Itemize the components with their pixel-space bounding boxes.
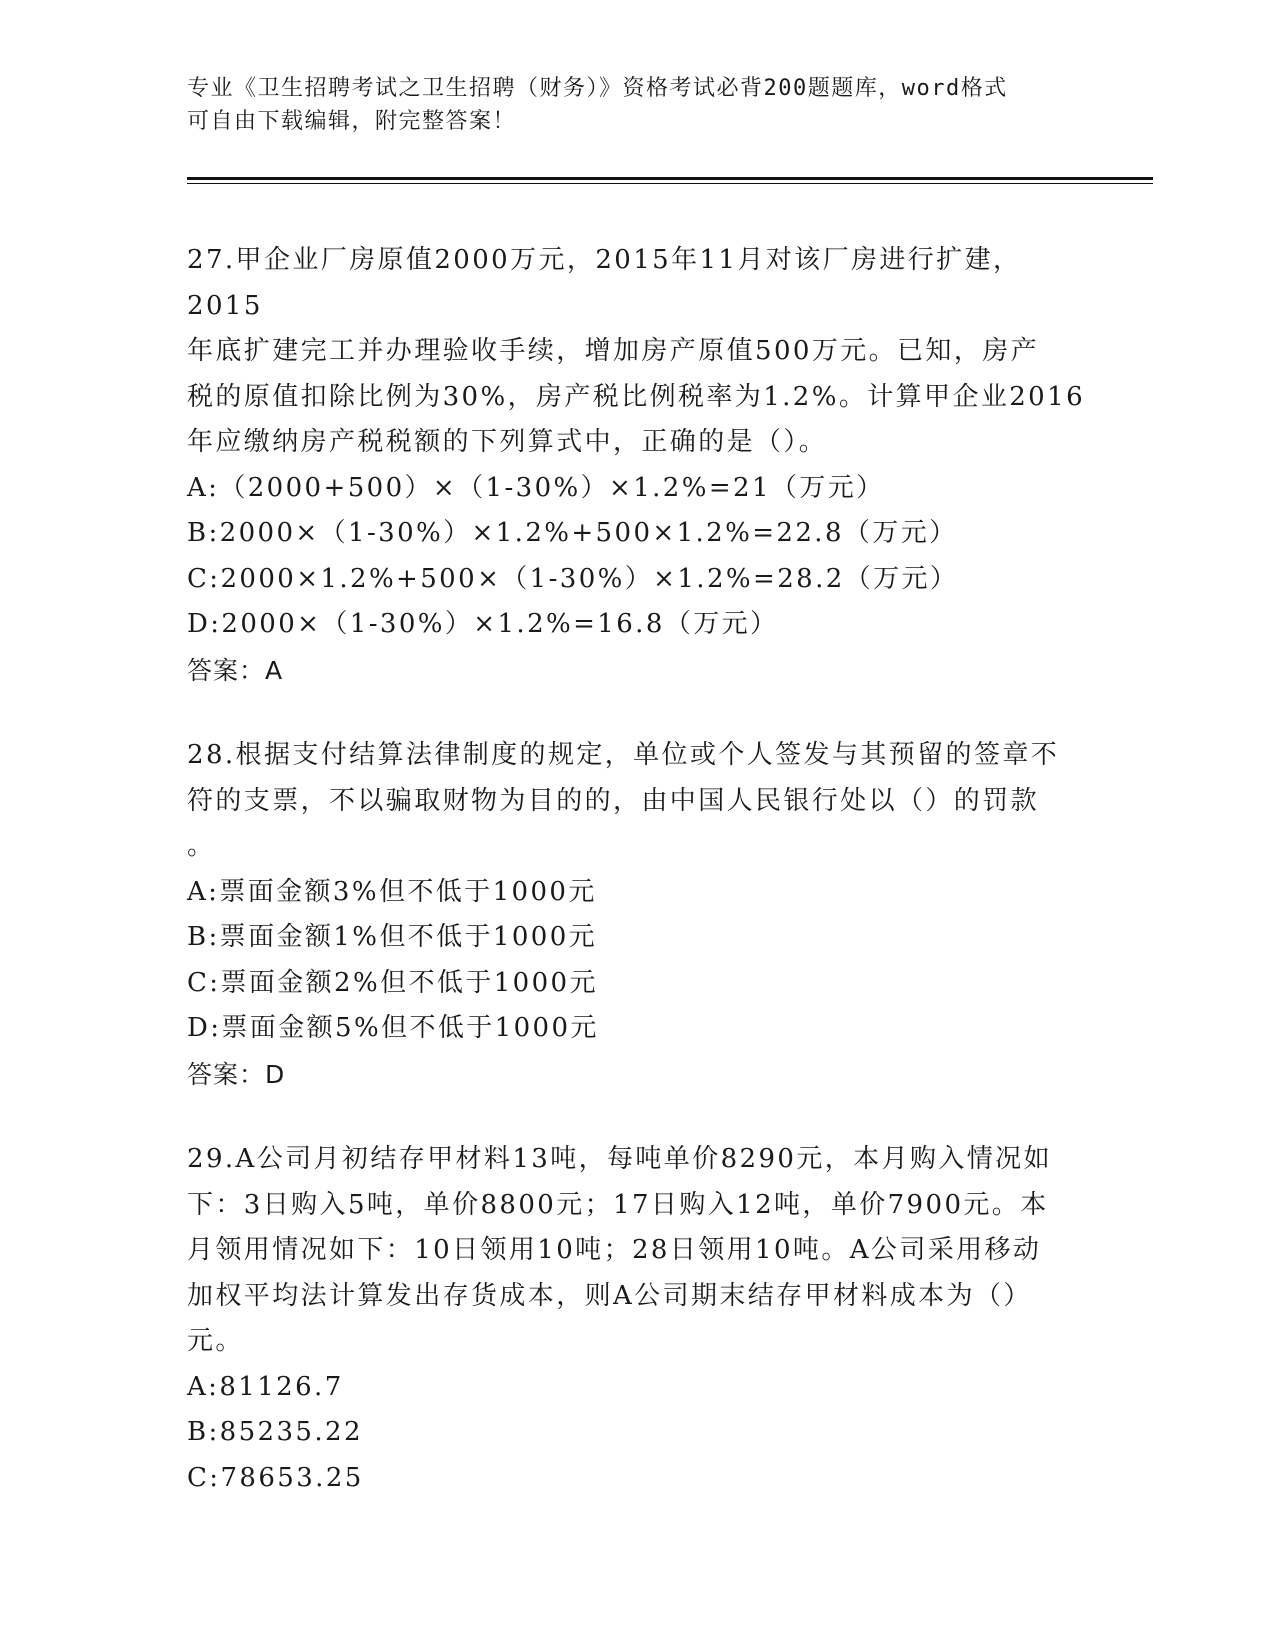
question-stem-line: 27.甲企业厂房原值2000万元，2015年11月对该厂房进行扩建，2015 bbox=[187, 245, 1022, 321]
option-a: A:（2000+500）×（1-30%）×1.2%=21（万元） bbox=[187, 472, 885, 503]
option-c: C:78653.25 bbox=[187, 1462, 364, 1493]
header-title-line-1: 专业《卫生招聘考试之卫生招聘（财务）》资格考试必背200题题库，word格式 bbox=[187, 76, 1008, 101]
header-rule-thin bbox=[187, 183, 1153, 184]
answer-label: 答案：A bbox=[187, 655, 284, 685]
question-stem-line: 。 bbox=[187, 831, 216, 861]
option-a: A:票面金额3%但不低于1000元 bbox=[187, 876, 597, 907]
question-stem-line: 税的原值扣除比例为30%，房产税比例税率为1.2%。计算甲企业2016 bbox=[187, 381, 1086, 412]
question-stem-line: 元。 bbox=[187, 1326, 244, 1356]
question-stem-line: 下：3日购入5吨，单价8800元；17日购入12吨，单价7900元。本 bbox=[187, 1189, 1049, 1220]
header-rule-thick bbox=[187, 177, 1153, 180]
option-c: C:票面金额2%但不低于1000元 bbox=[187, 967, 598, 998]
option-a: A:81126.7 bbox=[187, 1371, 344, 1402]
question-29 bbox=[187, 1137, 1087, 1501]
answer-label: 答案：D bbox=[187, 1059, 286, 1089]
question-stem-line: 28.根据支付结算法律制度的规定，单位或个人签发与其预留的签章不 bbox=[187, 740, 1060, 770]
option-c: C:2000×1.2%+500×（1-30%）×1.2%=28.2（万元） bbox=[187, 563, 959, 594]
header-title-line-2: 可自由下载编辑，附完整答案！ bbox=[187, 109, 517, 134]
option-b: B:票面金额1%但不低于1000元 bbox=[187, 922, 598, 952]
question-stem-line: 年应缴纳房产税税额的下列算式中，正确的是（）。 bbox=[187, 427, 828, 457]
document-header bbox=[187, 72, 1087, 138]
option-b: B:2000×（1-30%）×1.2%+500×1.2%=22.8（万元） bbox=[187, 518, 958, 548]
question-stem-line: 符的支票，不以骗取财物为目的的，由中国人民银行处以（）的罚款 bbox=[187, 785, 1040, 816]
option-b: B:85235.22 bbox=[187, 1417, 363, 1447]
question-stem-line: 月领用情况如下：10日领用10吨；28日领用10吨。A公司采用移动 bbox=[187, 1235, 1042, 1265]
question-stem-line: 加权平均法计算发出存货成本，则A公司期末结存甲材料成本为（） bbox=[187, 1280, 1032, 1311]
option-d: D:票面金额5%但不低于1000元 bbox=[187, 1013, 599, 1043]
question-stem-line: 29.A公司月初结存甲材料13吨，每吨单价8290元，本月购入情况如 bbox=[187, 1144, 1052, 1174]
option-d: D:2000×（1-30%）×1.2%=16.8（万元） bbox=[187, 609, 779, 639]
question-list bbox=[187, 238, 1087, 1541]
question-28 bbox=[187, 733, 1087, 1097]
question-27 bbox=[187, 238, 1087, 693]
question-stem-line: 年底扩建完工并办理验收手续，增加房产原值500万元。已知，房产 bbox=[187, 336, 1040, 366]
